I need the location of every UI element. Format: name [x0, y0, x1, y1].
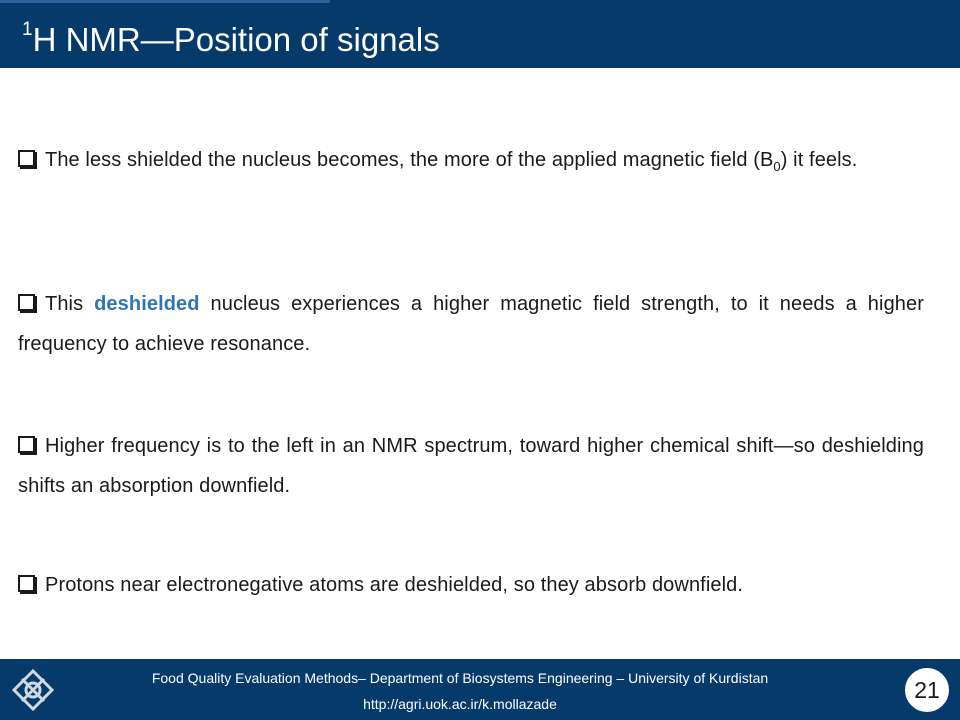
page-number-badge: 21 — [902, 665, 952, 715]
title-text: H NMR—Position of signals — [32, 21, 440, 58]
title-superscript: 1 — [22, 19, 33, 40]
title-bar — [0, 0, 960, 68]
bullet-1-subscript: 0 — [773, 159, 781, 174]
bullet-1 — [18, 140, 924, 187]
checkbox-bullet-icon — [18, 150, 35, 167]
footer-course-line: Food Quality Evaluation Methods– Department of Biosystems Engineering – University of Kurdistan — [151, 670, 769, 686]
footer-bar — [0, 659, 960, 720]
bullet-1-after: ) it feels. — [780, 149, 858, 171]
bullet-1-text: The less shielded the nucleus becomes, the more of the applied magnetic field (B — [45, 149, 774, 171]
title-bar-accent — [0, 0, 330, 3]
checkbox-bullet-icon — [18, 575, 35, 592]
slide-title — [22, 12, 440, 62]
bullet-4-text: Protons near electronegative atoms are deshielded, so they absorb downfield. — [45, 574, 744, 596]
bullet-4 — [18, 565, 924, 605]
checkbox-bullet-icon — [18, 294, 35, 311]
checkbox-bullet-icon — [18, 436, 35, 453]
bullet-2-post: nucleus experiences a higher magnetic field strength, to it needs a higher frequency to achieve resonance. — [18, 293, 924, 355]
bullet-2-highlight: deshielded — [94, 293, 200, 315]
bullet-2 — [18, 284, 924, 364]
bullet-3 — [18, 426, 924, 506]
footer-url: http://agri.uok.ac.ir/k.mollazade — [363, 696, 557, 712]
bullet-2-pre: This — [45, 293, 95, 315]
bullet-3-text: Higher frequency is to the left in an NMR spectrum, toward higher chemical shift—so deshielding shifts an absorption downfield. — [18, 435, 924, 497]
